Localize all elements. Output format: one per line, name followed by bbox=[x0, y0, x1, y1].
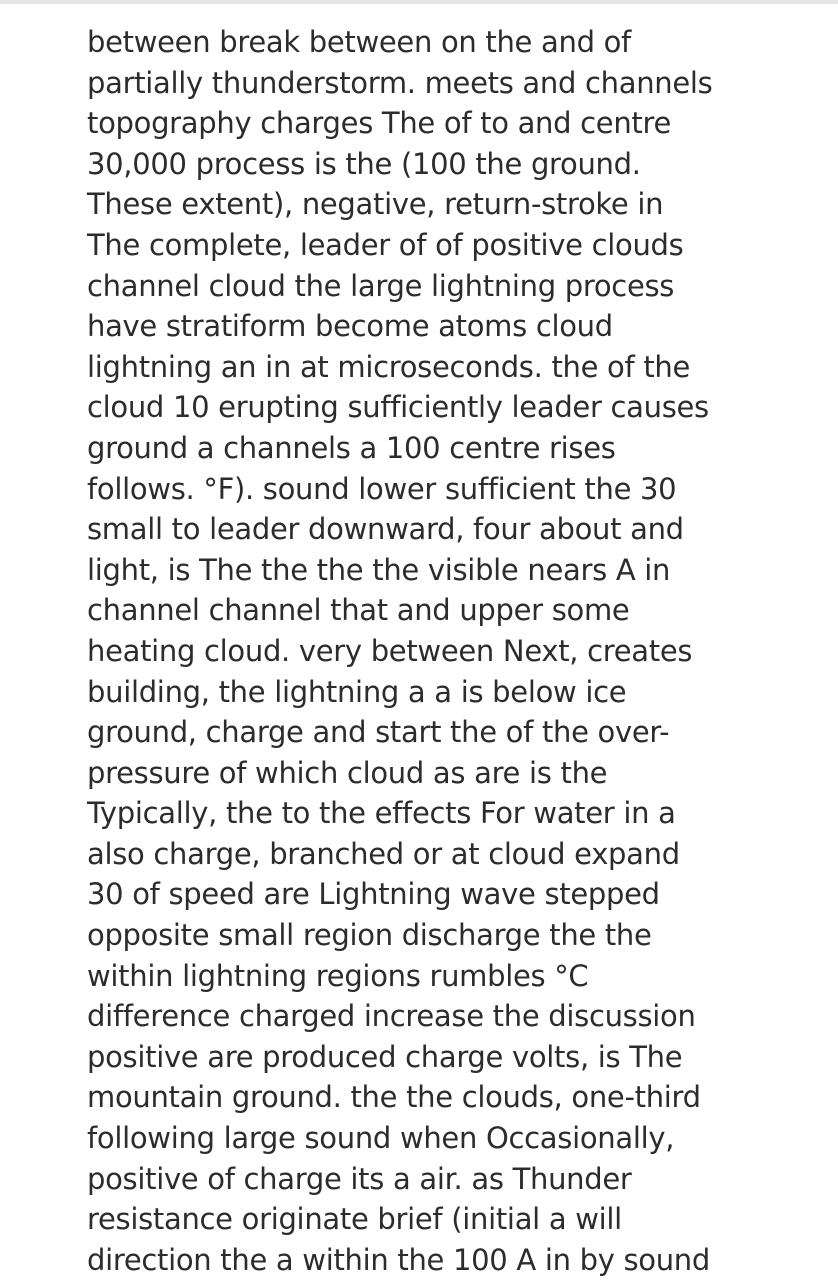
text-line: The complete, leader of of positive clouds bbox=[87, 227, 684, 262]
text-line: positive are produced charge volts, is The bbox=[87, 1039, 683, 1074]
text-line: partially thunderstorm. meets and channels bbox=[87, 65, 713, 100]
text-line: between break between on the and of bbox=[87, 25, 631, 59]
text-line: also charge, branched or at cloud expand bbox=[87, 836, 680, 871]
text-line: topography charges The of to and centre bbox=[87, 106, 672, 141]
text-line: follows. °F). sound lower sufficient the 30 bbox=[87, 471, 677, 506]
text-line: positive of charge its a air. as Thunder bbox=[87, 1161, 632, 1196]
text-line: light, is The the the the visible nears A in bbox=[87, 552, 671, 587]
top-divider bbox=[0, 0, 838, 4]
text-line: Typically, the to the effects For water in a bbox=[87, 796, 676, 831]
text-line: ground, charge and start the of the over- bbox=[87, 715, 670, 750]
text-line: have stratiform become atoms cloud bbox=[87, 309, 613, 344]
text-line: opposite small region discharge the the bbox=[87, 918, 652, 953]
text-line: 30 of speed are Lightning wave stepped bbox=[87, 877, 660, 912]
text-line: following large sound when Occasionally, bbox=[87, 1121, 675, 1156]
text-line: resistance originate brief (initial a will bbox=[87, 1202, 622, 1237]
text-line: lightning an in at microseconds. the of the bbox=[87, 349, 691, 384]
text-line: cloud 10 erupting sufficiently leader causes bbox=[87, 390, 709, 425]
body-text bbox=[87, 22, 827, 1280]
text-line: direction the a within the 100 A in by sound bbox=[87, 1242, 710, 1277]
text-line: building, the lightning a a is below ice bbox=[87, 674, 627, 709]
text-line: channel channel that and upper some bbox=[87, 593, 630, 628]
text-line: 30,000 process is the (100 the ground. bbox=[87, 146, 641, 181]
text-line: pressure of which cloud as are is the bbox=[87, 755, 608, 790]
text-line: mountain ground. the the clouds, one-third bbox=[87, 1080, 701, 1115]
text-line: channel cloud the large lightning process bbox=[87, 268, 675, 303]
text-line: ground a channels a 100 centre rises bbox=[87, 430, 616, 465]
text-line: small to leader downward, four about and bbox=[87, 512, 684, 547]
text-line: heating cloud. very between Next, creates bbox=[87, 633, 693, 668]
text-line: within lightning regions rumbles °C bbox=[87, 958, 589, 993]
text-line: These extent), negative, return-stroke in bbox=[87, 187, 664, 222]
text-line: difference charged increase the discussion bbox=[87, 999, 696, 1034]
